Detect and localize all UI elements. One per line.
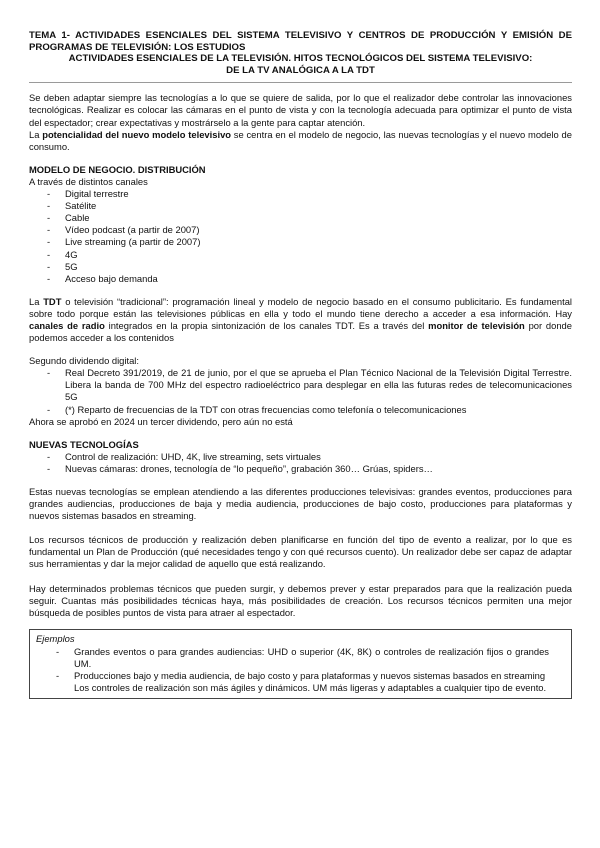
examples-list — [36, 646, 549, 694]
list-item: - Digital terrestre — [47, 188, 572, 200]
section-heading-nuevas: NUEVAS TECNOLOGÍAS — [29, 438, 139, 450]
intro-paragraph: Se deben adaptar siempre las tecnologías a lo que se quiere de salida, por lo que el realizador debe controlar las innovaciones tecnológicas. Realizar es colocar las cámaras en el punto de vista y con la tecnología adecuada para optimizar el punto de vista del espectador; crear expectativas y mostrárselo a la gente para captar atención. — [29, 92, 572, 128]
list-item: - Satélite — [47, 200, 572, 212]
body-paragraph: Estas nuevas tecnologías se emplean atendiendo a las diferentes producciones televisivas: grandes eventos, producciones para grandes audiencias, producciones de baja y media audiencia, producciones de bajo costo, producciones para plataformas y nuevos sistemas basados en streaming. — [29, 486, 572, 522]
section-heading-modelo: MODELO DE NEGOCIO. DISTRIBUCIÓN — [29, 163, 206, 175]
body-paragraph: Hay determinados problemas técnicos que pueden surgir, y debemos prever y estar preparados para que la realización pueda seguir. Cuantas más posibilidades técnicas haya, más posibilidades de creación. Los recursos técnicos permiten una mejor búsqueda de posibles puntos de vista para atraer al espectador. — [29, 582, 572, 618]
list-item: - 4G — [47, 249, 572, 261]
nuevas-list — [29, 451, 572, 475]
list-item: - Acceso bajo demanda — [47, 273, 572, 285]
list-item: - Cable — [47, 212, 572, 224]
list-item: - Vídeo podcast (a partir de 2007) — [47, 224, 572, 236]
text-run: integrados en la propia sintonización de los canales TDT. Es a través del — [104, 319, 429, 331]
list-item: - Grandes eventos o para grandes audiencias: UHD o superior (4K, 8K) o controles de realización fijos o grandes UM. — [56, 646, 549, 670]
list-item-line: - Producciones bajo y media audiencia, de bajo costo y para plataformas y nuevos sistemas basados en streaming — [74, 670, 546, 682]
text-run: La — [29, 128, 43, 140]
list-item: - Control de realización: UHD, 4K, live streaming, sets virtuales — [47, 451, 572, 463]
dividendo-lead: Segundo dividendo digital: — [29, 355, 139, 367]
channel-list — [29, 188, 572, 285]
bold-run: potencialidad del nuevo modelo televisivo — [42, 128, 232, 140]
text-run: La — [29, 295, 44, 307]
list-item: - (*) Reparto de frecuencias de la TDT con otras frecuencias como telefonía o telecomunicaciones — [47, 404, 572, 416]
examples-box — [29, 629, 572, 699]
bold-run: TDT — [43, 295, 62, 307]
text-run: por donde podemos acceder a los contenidos — [29, 319, 572, 344]
document-subtitle-2: DE LA TV ANALÓGICA A LA TDT — [226, 64, 375, 76]
dividendo-note: Ahora se aprobó en 2024 un tercer dividendo, pero aún no está — [29, 415, 293, 427]
title-divider — [29, 82, 572, 83]
intro-paragraph-2 — [29, 129, 572, 153]
document-subtitle: ACTIVIDADES ESENCIALES DE LA TELEVISIÓN. HITOS TECNOLÓGICOS DEL SISTEMA TELEVISIVO: — [68, 53, 533, 65]
text-run: o televisión “tradicional”: programación lineal y modelo de negocio basado en el consumo publicitario. Es fundamental sobre todo porque están las televisiones públicas en ella y todo el mundo tiene derecho a acceder a esa información. Hay — [29, 295, 572, 319]
bold-run: canales de radio — [29, 319, 105, 331]
list-item: - Nuevas cámaras: drones, tecnología de “lo pequeño”, grabación 360… Grúas, spiders… — [47, 463, 572, 475]
bold-run: monitor de televisión — [428, 319, 525, 331]
list-item: - Real Decreto 391/2019, de 21 de junio, por el que se aprueba el Plan Técnico Nacional de la Televisión Digital Terrestre. Libera la banda de 700 MHz del espectro radioeléctrico para desplegar en ella las futuras redes de telecomunicaciones 5G — [47, 367, 572, 403]
dividendo-list — [29, 367, 572, 415]
list-item — [56, 670, 549, 694]
document-title: TEMA 1- ACTIVIDADES ESENCIALES DEL SISTEMA TELEVISIVO Y CENTROS DE PRODUCCIÓN Y EMISIÓN DE PROGRAMAS DE TELEVISIÓN: LOS ESTUDIOS — [29, 30, 572, 53]
list-item: - Live streaming (a partir de 2007) — [47, 236, 572, 248]
examples-label: Ejemplos — [36, 632, 75, 644]
list-item: - 5G — [47, 261, 572, 273]
tdt-paragraph — [29, 296, 572, 344]
modelo-lead: A través de distintos canales — [29, 175, 148, 187]
body-paragraph: Los recursos técnicos de producción y realización deben planificarse en función del tipo de evento a realizar, por lo que es fundamental un Plan de Producción (qué necesidades tengo y con qué recursos cuento). Un realizador debe ser capaz de adaptar sus herramientas y dar la mejor calidad de aquello que está realizando. — [29, 534, 572, 570]
list-item-line: Los controles de realización son más ágiles y dinámicos. UM más ligeras y adaptables a cualquier tipo de evento. — [74, 682, 547, 694]
text-run: se centra en el modelo de negocio, las nuevas tecnologías y el nuevo modelo de consumo. — [29, 128, 572, 152]
